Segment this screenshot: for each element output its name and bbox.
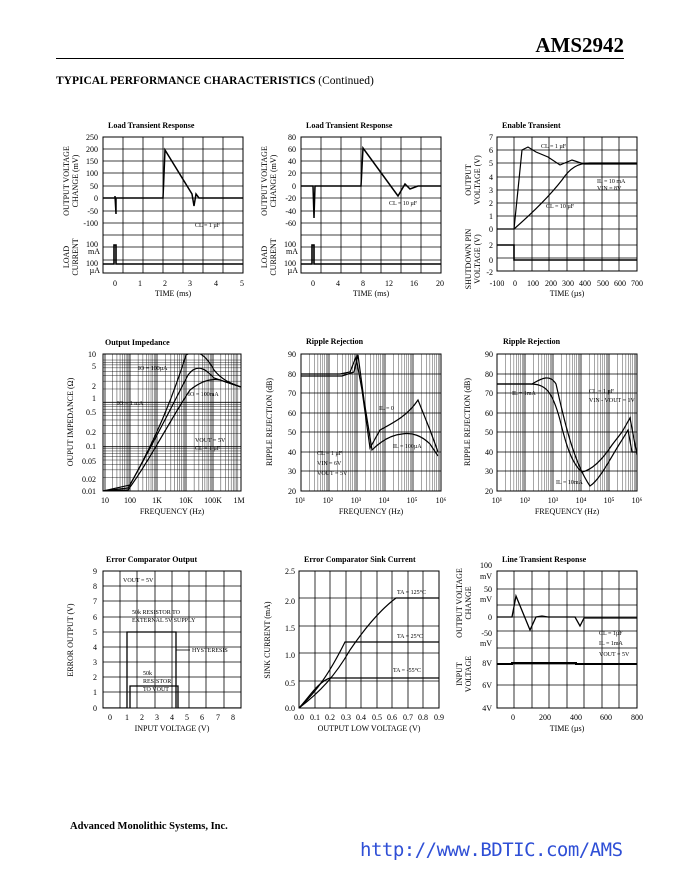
- chart1-y2tick: 100: [86, 240, 98, 249]
- chart4-ytick: 0.01: [82, 487, 96, 496]
- chart7-ytick: 0: [93, 704, 97, 713]
- chart9-xtick: 200: [539, 713, 551, 722]
- chart7-title: Error Comparator Output: [106, 555, 198, 564]
- chart1-y2tick: 100: [86, 259, 98, 268]
- chart8-xtick: 0.1: [310, 713, 320, 722]
- chart8-ytick: 2.0: [285, 597, 295, 606]
- chart3-ylabel-line2: VOLTAGE (V): [473, 155, 482, 205]
- chart9-annotation-cl: CL = 1µF: [599, 631, 623, 637]
- section-title-main: TYPICAL PERFORMANCE CHARACTERISTICS: [56, 75, 316, 87]
- chart1-y2label-line1: LOAD: [62, 245, 71, 269]
- chart3-trace-cl-10uf: [514, 163, 637, 229]
- chart4-annotation-cl: CL = 1 µF: [195, 446, 221, 452]
- chart7-xtick: 7: [216, 713, 220, 722]
- chart6-ytick: 40: [485, 448, 493, 457]
- chart8-ytick: 2.5: [285, 567, 295, 576]
- chart4-trace-io-1ma: [103, 368, 241, 491]
- chart4-title: Output Impedance: [105, 338, 170, 347]
- chart8-ylabel: SINK CURRENT (mA): [263, 601, 272, 679]
- chart6-ytick: 70: [485, 389, 493, 398]
- chart2-y2tick: 100: [284, 259, 296, 268]
- chart-output-impedance: [103, 353, 241, 491]
- chart4-xtick: 100K: [204, 496, 222, 505]
- chart2-xtick: 4: [336, 279, 340, 288]
- chart3-xtick: 300: [562, 279, 574, 288]
- chart4-ytick: 0.2: [86, 428, 96, 437]
- chart5-ytick: 30: [288, 467, 296, 476]
- chart3-ytick: 7: [489, 133, 493, 142]
- chart4-xtick: 100: [124, 496, 136, 505]
- chart1-xtick: 1: [138, 279, 142, 288]
- chart8-ytick: 0.0: [285, 704, 295, 713]
- chart4-ylabel: OUPUT IMPEDANCE (Ω): [66, 377, 75, 467]
- chart6-frame: [497, 354, 637, 491]
- chart7-xtick: 8: [231, 713, 235, 722]
- chart1-y2label-line2: CURRENT: [71, 238, 80, 276]
- chart7-xtick: 0: [108, 713, 112, 722]
- chart3-annotation-cl-1uf: CL = 1 µF: [541, 144, 567, 150]
- chart6-ytick: 80: [485, 370, 493, 379]
- chart8-title: Error Comparator Sink Current: [304, 555, 416, 564]
- chart-load-transient-10uf: [301, 137, 441, 273]
- chart1-ytick: -100: [83, 219, 98, 228]
- chart5-ytick: 80: [288, 370, 296, 379]
- chart3-ylabel-line1: OUTPUT: [464, 164, 473, 196]
- chart5-xtick: 10¹: [294, 496, 306, 505]
- chart1-xtick: 3: [188, 279, 192, 288]
- chart4-xtick: 1K: [152, 496, 162, 505]
- chart9-ytick: 0: [488, 613, 492, 622]
- chart9-xtick: 600: [600, 713, 612, 722]
- chart5-annotation-il-100ua: IL = 100µA: [393, 444, 422, 450]
- chart1-title: Load Transient Response: [108, 121, 195, 130]
- chart4-xtick: 10K: [179, 496, 193, 505]
- chart8-trace-minus55c: [299, 678, 439, 708]
- chart5-annotation-cl: CL = 1 µF: [317, 451, 343, 457]
- footer-company: Advanced Monolithic Systems, Inc.: [70, 821, 228, 832]
- chart9-title: Line Transient Response: [502, 555, 587, 564]
- chart1-ytick: 100: [86, 169, 98, 178]
- chart1-ylabel-line2: CHANGE (mV): [71, 154, 80, 208]
- chart1-load-trace: [103, 245, 243, 264]
- chart1-xtick: 4: [214, 279, 218, 288]
- chart5-ytick: 60: [288, 409, 296, 418]
- chart-load-transient-1uf: [103, 137, 243, 273]
- chart6-xtick: 10³: [547, 496, 559, 505]
- chart4-xtick: 10: [101, 496, 109, 505]
- chart9-ytick: 100: [480, 561, 492, 570]
- part-number-title: AMS2942: [535, 33, 624, 57]
- chart8-xtick: 0.0: [294, 713, 304, 722]
- chart3-annotation-il: IL = 10 mA: [597, 179, 626, 185]
- chart8-trace-25c: [299, 642, 439, 708]
- chart9-xtick: 0: [511, 713, 515, 722]
- chart2-ytick: 0: [292, 182, 296, 191]
- chart3-ytick: 2: [489, 199, 493, 208]
- chart3-ytick: 6: [489, 146, 493, 155]
- chart3-xtick: 200: [545, 279, 557, 288]
- chart7-annotation-vout: VOUT = 5V: [123, 578, 154, 584]
- chart2-frame: [301, 137, 441, 273]
- chart2-xtick: 16: [410, 279, 418, 288]
- chart6-annotation-vin-vout: VIN - VOUT = 1V: [589, 398, 635, 404]
- chart9-input-trace: [497, 663, 637, 664]
- chart7-annotation-vout-line1: 50k: [143, 671, 152, 677]
- chart6-ytick: 30: [485, 467, 493, 476]
- chart3-y2label-line1: SHUTDOWN PIN: [464, 228, 473, 290]
- chart2-ytick: -20: [285, 194, 296, 203]
- chart8-ytick: 1.5: [285, 624, 295, 633]
- chart6-ytick: 50: [485, 428, 493, 437]
- chart7-annotation-ext-line1: 50k RESISTOR TO: [132, 610, 181, 616]
- chart4-trace-io-100ua: [103, 353, 241, 491]
- chart2-title: Load Transient Response: [306, 121, 393, 130]
- chart8-xtick: 0.3: [341, 713, 351, 722]
- chart7-ytick: 9: [93, 567, 97, 576]
- chart6-ylabel: RIPPLE REJECTION (dB): [463, 378, 472, 466]
- chart3-annotation-vin: VIN = 8V: [597, 186, 622, 192]
- chart1-ytick: -50: [87, 207, 98, 216]
- chart3-xtick: 600: [614, 279, 626, 288]
- chart6-title: Ripple Rejection: [503, 337, 561, 346]
- chart1-xtick: 0: [113, 279, 117, 288]
- chart7-xtick: 3: [155, 713, 159, 722]
- chart5-xtick: 10³: [350, 496, 362, 505]
- chart3-xlabel: TIME (µs): [549, 289, 585, 298]
- chart3-ytick: 5: [489, 159, 493, 168]
- chart9-ytick: mV: [480, 639, 492, 648]
- chart2-y2tick: 100: [284, 240, 296, 249]
- chart1-y2tick: mA: [88, 247, 100, 256]
- chart4-annotation-io-100ma: IO = 100mA: [188, 392, 219, 398]
- chart6-xtick: 10²: [519, 496, 531, 505]
- chart6-annotation-il-1ma: IL = 1mA: [512, 391, 536, 397]
- chart7-xtick: 1: [125, 713, 129, 722]
- chart6-xtick: 10⁴: [575, 496, 587, 505]
- chart1-ytick: 50: [90, 182, 98, 191]
- chart2-ytick: 40: [288, 157, 296, 166]
- chart4-ytick: 0.5: [86, 408, 96, 417]
- chart7-ytick: 7: [93, 597, 97, 606]
- chart2-y2tick: µA: [287, 266, 298, 275]
- chart5-ylabel: RIPPLE REJECTION (dB): [265, 378, 274, 466]
- chart5-xtick: 10⁵: [406, 496, 418, 505]
- chart2-ytick: 80: [288, 133, 296, 142]
- chart7-xtick: 4: [170, 713, 174, 722]
- chart6-ytick: 90: [485, 350, 493, 359]
- chart4-ytick: 0.05: [82, 457, 96, 466]
- chart6-xtick: 10⁵: [603, 496, 615, 505]
- chart9-ylabel-line2: CHANGE: [464, 586, 473, 620]
- chart5-xtick: 10⁴: [378, 496, 390, 505]
- chart2-xtick: 20: [436, 279, 444, 288]
- chart3-xtick: -100: [489, 279, 505, 288]
- chart7-ytick: 2: [93, 673, 97, 682]
- chart2-ylabel-line2: CHANGE (mV): [269, 154, 278, 208]
- chart9-y2label-line2: VOLTAGE: [464, 655, 473, 693]
- chart3-xtick: 400: [579, 279, 591, 288]
- chart6-annotation-il-10ma: IL = 10mA: [556, 480, 583, 486]
- chart-error-comparator-output: [103, 571, 241, 708]
- chart5-title: Ripple Rejection: [306, 337, 364, 346]
- chart5-annotation-vout: VOUT = 5V: [317, 471, 348, 477]
- chart4-frame: [103, 354, 241, 491]
- chart-line-transient: [497, 571, 637, 708]
- chart2-xlabel: TIME (ms): [352, 289, 390, 298]
- chart5-xlabel: FREQUENCY (Hz): [338, 507, 404, 516]
- chart7-annotation-hysteresis: HYSTERESIS: [192, 648, 228, 654]
- chart8-annotation-minus55c: TA = -55°C: [393, 668, 421, 674]
- chart2-xtick: 8: [361, 279, 365, 288]
- chart7-ytick: 8: [93, 582, 97, 591]
- chart2-y2tick: mA: [286, 247, 298, 256]
- chart5-ytick: 90: [288, 350, 296, 359]
- chart6-ytick: 60: [485, 409, 493, 418]
- chart7-ytick: 4: [93, 643, 97, 652]
- chart2-ytick: 20: [288, 169, 296, 178]
- chart2-ylabel-line1: OUTPUT VOLTAGE: [260, 146, 269, 216]
- chart1-ylabel-line1: OUTPUT VOLTAGE: [62, 146, 71, 216]
- chart9-ytick: -50: [481, 629, 492, 638]
- chart3-xtick: 0: [513, 279, 517, 288]
- chart8-xtick: 0.6: [387, 713, 397, 722]
- chart8-annotation-125c: TA = 125°C: [397, 590, 426, 596]
- chart-ripple-rejection-2: [497, 354, 637, 491]
- chart5-ytick: 70: [288, 389, 296, 398]
- chart2-ytick: -60: [285, 219, 296, 228]
- chart8-xtick: 0.9: [434, 713, 444, 722]
- chart3-y2label-line2: VOLTAGE (V): [473, 234, 482, 284]
- chart1-y2tick: µA: [89, 266, 100, 275]
- chart2-annotation-cl: CL = 10 µF: [389, 201, 418, 207]
- chart8-xtick: 0.8: [418, 713, 428, 722]
- chart2-xtick: 12: [385, 279, 393, 288]
- chart3-xtick: 100: [527, 279, 539, 288]
- chart7-ylabel: ERROR OUTPUT (V): [66, 603, 75, 677]
- chart1-xlabel: TIME (ms): [154, 289, 192, 298]
- section-title-suffix: (Continued): [318, 75, 374, 87]
- chart5-xtick: 10²: [322, 496, 334, 505]
- chart7-xtick: 6: [200, 713, 204, 722]
- chart9-xtick: 800: [631, 713, 643, 722]
- chart2-y2label-line1: LOAD: [260, 245, 269, 269]
- chart3-ytick: 0: [489, 225, 493, 234]
- chart2-y2label-line2: CURRENT: [269, 238, 278, 276]
- chart9-xlabel: TIME (µs): [549, 724, 585, 733]
- chart8-ytick: 1.0: [285, 651, 295, 660]
- chart8-annotation-25c: TA = 25°C: [397, 634, 423, 640]
- chart6-annotation-cl: CL = 1 µF: [589, 389, 615, 395]
- chart6-ytick: 20: [485, 487, 493, 496]
- chart7-ytick: 6: [93, 613, 97, 622]
- chart6-xlabel: FREQUENCY (Hz): [534, 507, 600, 516]
- chart4-xtick: 1M: [233, 496, 245, 505]
- chart4-xlabel: FREQUENCY (Hz): [139, 507, 205, 516]
- chart7-trace-ext-supply: [103, 632, 176, 708]
- chart4-ytick: 1: [92, 394, 96, 403]
- chart9-annotation-il: IL = 1mA: [599, 641, 623, 647]
- chart8-xtick: 0.4: [356, 713, 366, 722]
- chart2-output-trace: [301, 148, 441, 218]
- chart7-annotation-vout-line2: RESISTOR: [143, 679, 172, 685]
- chart1-ytick: 250: [86, 133, 98, 142]
- chart9-y2tick: 6V: [482, 681, 492, 690]
- chart7-annotation-ext-line2: EXTERNAL 5V SUPPLY: [132, 618, 196, 624]
- chart7-ytick: 5: [93, 628, 97, 637]
- chart3-ytick: 4: [489, 173, 493, 182]
- chart3-annotation-cl-10uf: CL = 10 µF: [546, 204, 575, 210]
- chart5-annotation-il-0: IL = 0: [379, 406, 394, 412]
- chart1-annotation-cl: CL = 1 µF: [195, 223, 221, 229]
- chart8-xtick: 0.2: [325, 713, 335, 722]
- chart8-xtick: 0.7: [403, 713, 413, 722]
- chart8-xlabel: OUTPUT LOW VOLTAGE (V): [317, 724, 421, 733]
- chart9-ytick: 50: [484, 585, 492, 594]
- chart3-ytick: 3: [489, 186, 493, 195]
- chart9-y2tick: 8V: [482, 659, 492, 668]
- chart9-ytick: mV: [480, 595, 492, 604]
- chart7-ytick: 3: [93, 658, 97, 667]
- chart7-ytick: 1: [93, 688, 97, 697]
- chart3-ytick: 1: [489, 212, 493, 221]
- chart7-xtick: 5: [185, 713, 189, 722]
- chart6-xtick: 10¹: [491, 496, 503, 505]
- chart7-xlabel: INPUT VOLTAGE (V): [134, 724, 210, 733]
- chart9-y2tick: 4V: [482, 704, 492, 713]
- chart3-y2tick: 2: [489, 241, 493, 250]
- footer-url-link[interactable]: http://www.BDTIC.com/AMS: [360, 839, 623, 861]
- chart4-annotation-vout: VOUT = 5V: [195, 438, 226, 444]
- chart4-ytick: 0.1: [86, 442, 96, 451]
- chart1-xtick: 2: [163, 279, 167, 288]
- chart5-ytick: 50: [288, 428, 296, 437]
- chart5-ytick: 40: [288, 448, 296, 457]
- chart2-load-trace: [301, 245, 441, 264]
- chart1-ytick: 0: [94, 194, 98, 203]
- chart5-xtick: 10⁶: [435, 496, 447, 505]
- chart9-y2label-line1: INPUT: [455, 662, 464, 686]
- chart4-ytick: 2: [92, 382, 96, 391]
- chart3-y2tick: -2: [486, 268, 493, 277]
- chart9-ylabel-line1: OUTPUT VOLTAGE: [455, 568, 464, 638]
- chart2-xtick: 0: [311, 279, 315, 288]
- chart4-ytick: 5: [92, 362, 96, 371]
- chart4-ytick: 10: [88, 350, 96, 359]
- chart1-output-trace: [103, 150, 243, 214]
- chart3-title: Enable Transient: [502, 121, 561, 130]
- chart8-xtick: 0.5: [372, 713, 382, 722]
- chart1-ytick: 150: [86, 157, 98, 166]
- chart4-ytick: 0.02: [82, 475, 96, 484]
- chart6-xtick: 10⁶: [631, 496, 643, 505]
- chart1-frame: [103, 137, 243, 273]
- chart3-xtick: 500: [597, 279, 609, 288]
- chart7-xtick: 2: [140, 713, 144, 722]
- chart5-annotation-vin: VIN = 6V: [317, 461, 342, 467]
- chart9-xtick: 400: [570, 713, 582, 722]
- chart3-xtick: 700: [631, 279, 643, 288]
- chart1-xtick: 5: [240, 279, 244, 288]
- chart9-annotation-vout: VOUT = 5V: [599, 652, 630, 658]
- chart5-ytick: 20: [288, 487, 296, 496]
- chart8-ytick: 0.5: [285, 679, 295, 688]
- chart1-ytick: 200: [86, 145, 98, 154]
- chart3-y2tick: 0: [489, 256, 493, 265]
- chart4-annotation-io-1ma: IO = 1 mA: [117, 401, 144, 407]
- chart7-annotation-vout-line3: TO VOUT: [143, 687, 169, 693]
- chart9-ytick: mV: [480, 572, 492, 581]
- chart4-annotation-io-100ua: IO = 100µA: [138, 366, 168, 372]
- chart2-ytick: 60: [288, 145, 296, 154]
- chart2-ytick: -40: [285, 207, 296, 216]
